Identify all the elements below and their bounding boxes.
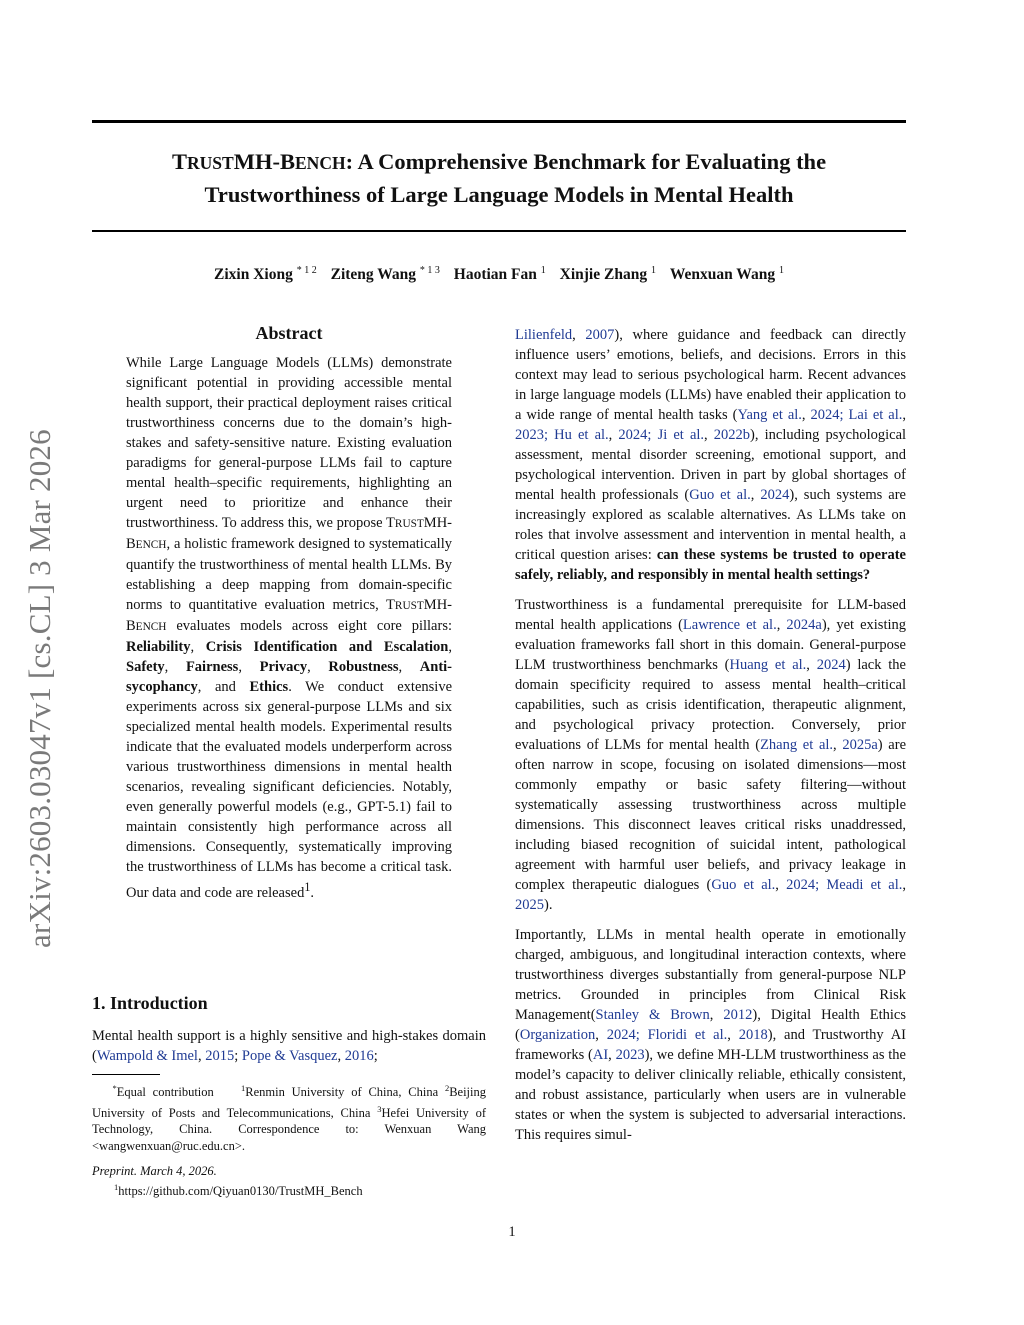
paragraph: Trustworthiness is a fundamental prerequisite for LLM-based mental health applications (Lawrence et al., 2024a), yet existing evaluation frameworks fall short in this domain. General-purpose LLM trustworthiness benchmarks (Huang et al., 2024) lack the domain specificity required to assess mental health–critical capabilities, such as crisis identification, therapeutic alignment, and psychological privacy protection. Conversely, prior evaluations of LLMs for mental health (Zhang et al., 2025a) are often narrow in scope, focusing on isolated dimensions—most commonly empathy or basic safety filtering—without systematically assessing trustworthiness across multiple dimensions. This disconnect leaves critical risks unaddressed, including biased recognition of suicidal intent, pathological agreement with harmful user beliefs, and privacy leakage in complex therapeutic dialogues (Guo et al., 2024; Meadi et al., 2025). (515, 597, 907, 913)
paper-title: TRUSTMH-BENCH: A Comprehensive Benchmark for Evaluating the Trustworthiness of Large Language Models in Mental Health (171, 149, 827, 207)
preprint-date: Preprint. March 4, 2026. (92, 1164, 217, 1178)
citation-link[interactable]: 2024 (606, 1027, 636, 1043)
citation-link[interactable]: Zhang et al. (760, 737, 834, 753)
page-number: 1 (508, 1224, 516, 1240)
citation-link[interactable]: 2024 (786, 877, 816, 893)
citation-link[interactable]: 2024 (816, 657, 846, 673)
citation-link[interactable]: 2025a (842, 737, 878, 753)
citation-link[interactable]: 2007 (585, 327, 615, 343)
citation-link[interactable]: 2015 (205, 1048, 235, 1064)
title-rule-bottom (92, 230, 906, 232)
citation-link[interactable]: 2016 (344, 1048, 374, 1064)
citation-link[interactable]: Yang et al. (737, 407, 802, 423)
right-column (515, 325, 906, 1155)
citation-link[interactable]: Ji et al. (657, 427, 705, 443)
citation-link[interactable]: Guo et al. (689, 487, 751, 503)
citation-link[interactable]: 2023 (615, 1047, 645, 1063)
citation-link[interactable]: Floridi et al. (647, 1027, 728, 1043)
abstract-text: While Large Language Models (LLMs) demonstrate significant potential in providing accessible mental health support, their practical deployment raises critical trustworthiness concerns due to the domain’s high-stakes and safety-sensitive nature. Existing evaluation paradigms for general-purpose LLMs fail to capture mental health–specific requirements, highlighting an urgent need to prioritize and enhance their trustworthiness. To address this, we propose TRUSTMH-BENCH, a holistic framework designed to systematically quantify the trustworthiness of mental health LLMs. By establishing a deep mapping from domain-specific norms to quantitative evaluation metrics, TRUSTMH-BENCH evaluates models across eight core pillars: Reliability, Crisis Identification and Escalation, Safety, Fairness, Privacy, Robustness, Anti-sycophancy, and Ethics. We conduct extensive experiments across six general-purpose LLMs and six specialized mental health models. Experimental results indicate that the evaluated models underperform across various trustworthiness dimensions in mental health scenarios, revealing significant deficiencies. Notably, even generally powerful models (e.g., GPT-5.1) fail to maintain consistently high performance across all dimensions. Consequently, systematically improving the trustworthiness of LLMs has become a critical task. Our data and code are released$^1$. (126, 355, 453, 901)
author: Xinjie Zhang $^1$ (559, 265, 656, 284)
introduction-text: Mental health support is a highly sensitive and high-stakes domain (Wampold & Imel, 2015; Pope & Vasquez, 2016; (92, 1028, 486, 1064)
citation-link[interactable]: Lawrence et al. (682, 617, 777, 633)
citation-link[interactable]: 2023 (515, 427, 544, 443)
citation-link[interactable]: Stanley & Brown (595, 1007, 710, 1023)
research-question: can these systems be trusted to operate safely, reliably, and responsibly in mental health settings? (515, 547, 906, 583)
affiliation-footnotes: *Equal contribution $^1$Renmin University of China, China $^2$Beijing University of Posts and Telecommunications, China $^3$Hefei University of Technology, China. Correspondence to: Wenxuan Wang <wangwenxuan@ruc.edu.cn>. (92, 1083, 486, 1153)
citation-link[interactable]: 2024 (618, 427, 648, 443)
citation-link[interactable]: 2024 (760, 487, 790, 503)
code-url-footnote: $^1$https://github.com/Qiyuan0130/TrustMH_Bench (114, 1182, 363, 1199)
arxiv-identifier: arXiv:2603.03047v1 [cs.CL] 3 Mar 2026 (22, 429, 57, 948)
code-url[interactable]: https://github.com/Qiyuan0130/TrustMH_Bench (118, 1184, 363, 1199)
citation-link[interactable]: 2012 (723, 1007, 753, 1023)
author: Ziteng Wang $^{* 1 3}$ (330, 265, 440, 284)
author-list (92, 265, 906, 284)
citation-link[interactable]: 2024a (786, 617, 822, 633)
citation-link[interactable]: AI (592, 1047, 609, 1063)
citation-link[interactable]: Guo et al. (711, 877, 776, 893)
citation-link[interactable]: 2025 (515, 897, 544, 913)
citation-link[interactable]: Organization (519, 1027, 596, 1043)
citation-link[interactable]: Hu et al. (554, 427, 609, 443)
author: Zixin Xiong $^{* 1 2}$ (214, 265, 317, 284)
abstract-heading: Abstract (255, 323, 323, 343)
citation-link[interactable]: Lilienfeld (515, 327, 573, 343)
citation-link[interactable]: Lai et al. (848, 407, 903, 423)
citation-link[interactable]: Huang et al. (729, 657, 807, 673)
paragraph: Lilienfeld, 2007), where guidance and feedback can directly influence users’ emotions, beliefs, and decisions. Errors in this context may lead to serious psychological harm. Recent advances in large language models (LLMs) have enabled their application to a wide range of mental health tasks (Yang et al., 2024; Lai et al., 2023; Hu et al., 2024; Ji et al., 2022b), including psychological assessment, mental disorder screening, emotional support, and psychological intervention. Driven in part by global shortages of mental health professionals (Guo et al., 2024), such systems are increasingly explored as scalable alternatives. As LLMs take on roles that involve assessment and intervention in mental health, a critical question arises: can these systems be trusted to operate safely, reliably, and responsibly in mental health settings? (515, 327, 907, 583)
author: Wenxuan Wang $^1$ (669, 265, 784, 284)
citation-link[interactable]: Meadi et al. (826, 877, 903, 893)
footnote-marker: 1 (304, 880, 311, 894)
citation-link[interactable]: 2018 (738, 1027, 768, 1043)
footnote-rule (92, 1074, 160, 1075)
introduction-heading: 1. Introduction (92, 993, 208, 1013)
author: Haotian Fan $^1$ (453, 265, 546, 284)
citation-link[interactable]: Pope & Vasquez (241, 1048, 338, 1064)
paragraph: Importantly, LLMs in mental health operate in emotionally charged, ambiguous, and longitudinal interaction contexts, where trustworthiness diverges substantially from general-purpose NLP metrics. Grounded in principles from Clinical Risk Management(Stanley & Brown, 2012), Digital Health Ethics (Organization, 2024; Floridi et al., 2018), and Trustworthy AI frameworks (AI, 2023), we define MH-LLM trustworthiness as the model’s capacity to deliver clinically reliable, ethically consistent, and robust assistance, particularly when users are in vulnerable states or when the system is subjected to adversarial interactions. This requires simul- (515, 927, 907, 1143)
citation-link[interactable]: Wampold & Imel (96, 1048, 198, 1064)
citation-link[interactable]: 2022b (713, 427, 751, 443)
citation-link[interactable]: 2024 (810, 407, 840, 423)
title-rule-top (92, 120, 906, 123)
